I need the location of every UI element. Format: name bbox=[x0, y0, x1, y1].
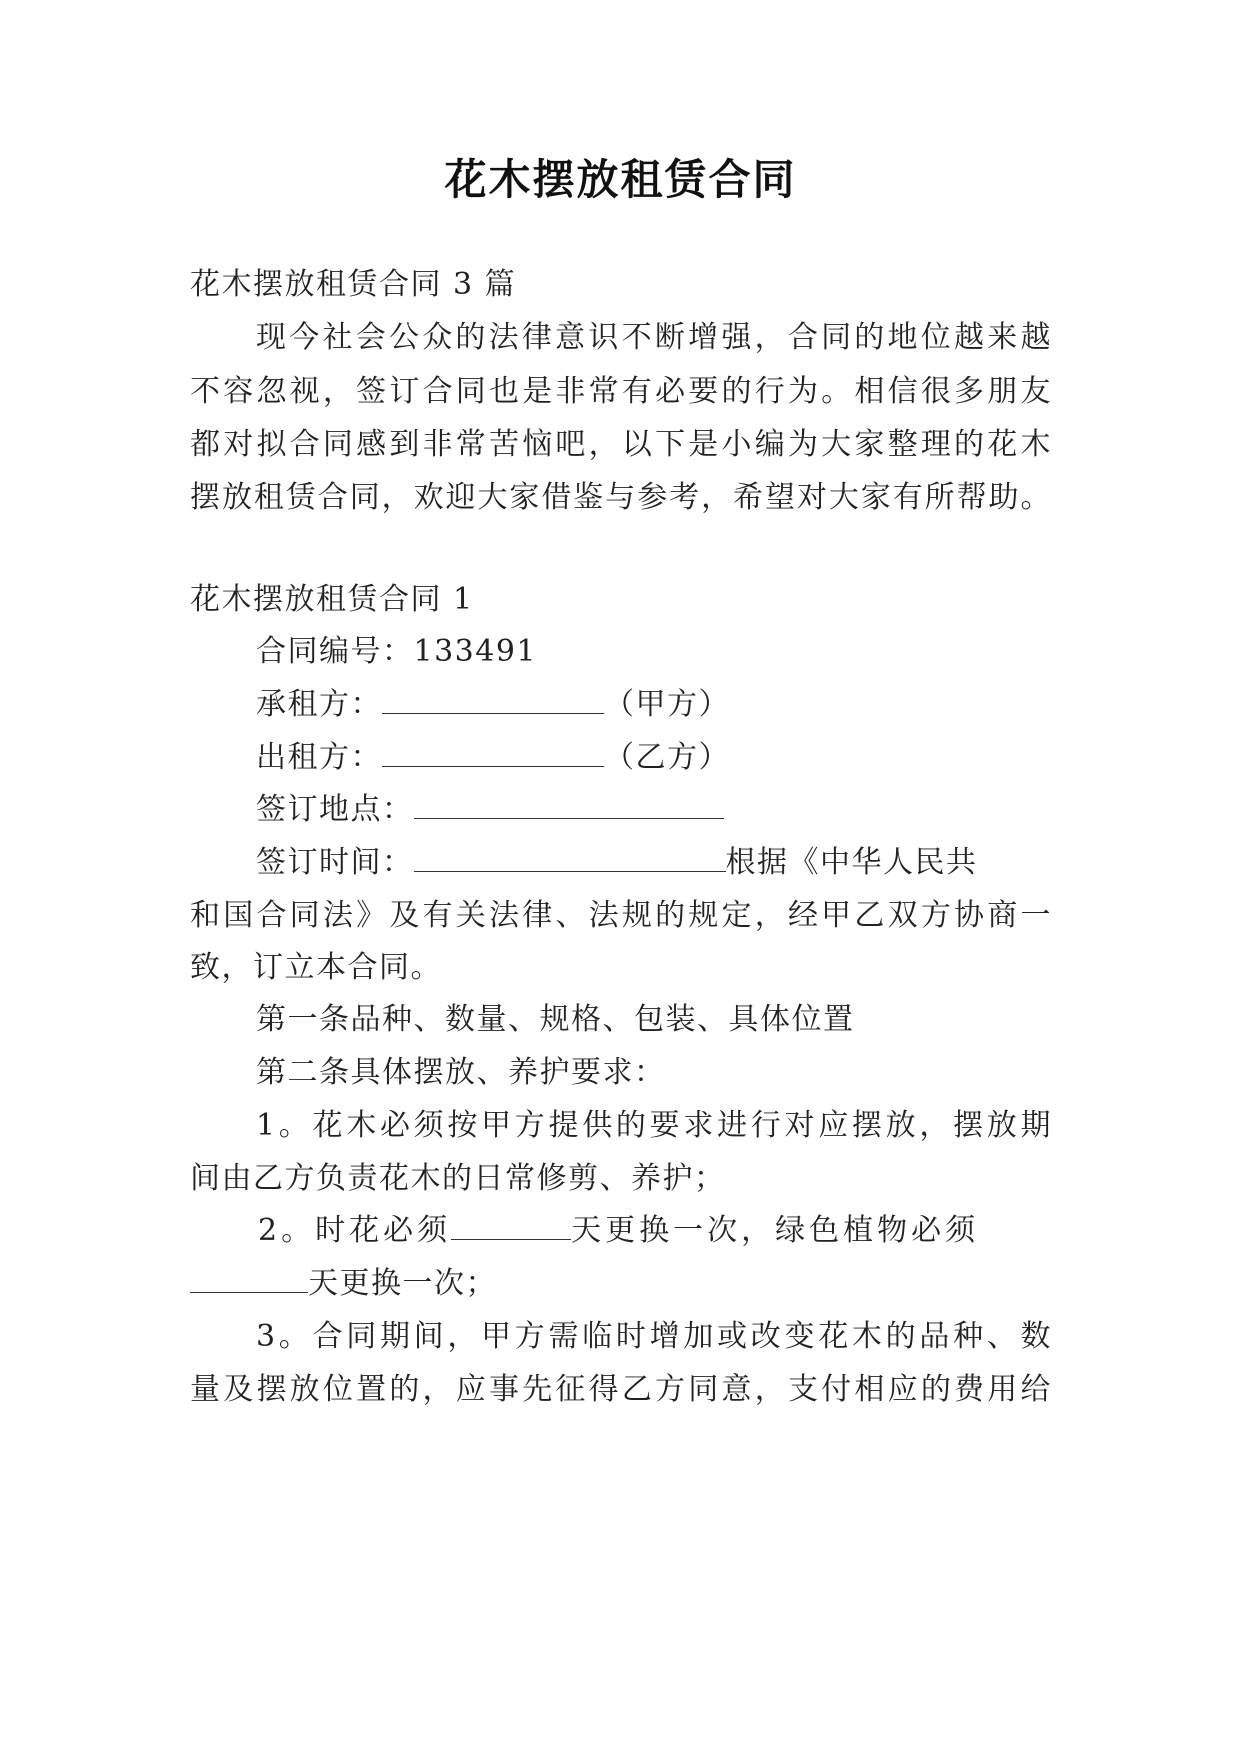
intro-paragraph-line: 摆放租赁合同，欢迎大家借鉴与参考，希望对大家有所帮助。 bbox=[190, 480, 1052, 515]
item-2-blank bbox=[451, 1211, 571, 1240]
item-1-line: 间由乙方负责花木的日常修剪、养护； bbox=[190, 1161, 726, 1196]
item-1-line: 1。花木必须按甲方提供的要求进行对应摆放，摆放期 bbox=[256, 1108, 1052, 1143]
law-paragraph-line: 致，订立本合同。 bbox=[190, 950, 442, 985]
sign-place-blank bbox=[414, 790, 724, 819]
sign-place-label: 签订地点： bbox=[256, 792, 414, 827]
lessee-row bbox=[256, 685, 1052, 725]
contract-number-value: 133491 bbox=[413, 634, 538, 669]
sign-place-row bbox=[256, 790, 1052, 830]
law-paragraph-line: 和国合同法》及有关法律、法规的规定，经甲乙双方协商一 bbox=[190, 898, 1052, 933]
lessee-suffix: （甲方） bbox=[604, 687, 730, 722]
item-2-line-2: 天更换一次； bbox=[308, 1266, 497, 1301]
lessee-label: 承租方： bbox=[256, 687, 382, 722]
intro-paragraph-line: 都对拟合同感到非常苦恼吧，以下是小编为大家整理的花木 bbox=[190, 427, 1052, 462]
sign-time-row bbox=[256, 843, 1052, 883]
sign-time-tail: 根据《中华人民共 bbox=[725, 845, 978, 880]
lessor-label: 出租方： bbox=[256, 740, 382, 775]
intro-paragraph-line: 不容忽视，签订合同也是非常有必要的行为。相信很多朋友 bbox=[190, 374, 1052, 409]
sign-time-blank bbox=[414, 843, 726, 872]
document-title: 花木摆放租赁合同 bbox=[444, 155, 797, 204]
lessor-suffix: （乙方） bbox=[604, 740, 730, 775]
lessee-blank bbox=[382, 685, 604, 714]
item-3-line: 3。合同期间，甲方需临时增加或改变花木的品种、数 bbox=[256, 1319, 1052, 1354]
section-heading: 花木摆放租赁合同 1 bbox=[190, 582, 474, 617]
article-2: 第二条具体摆放、养护要求： bbox=[256, 1055, 666, 1090]
sign-time-label: 签订时间： bbox=[256, 845, 414, 880]
item-2-blank bbox=[190, 1264, 308, 1293]
article-1: 第一条品种、数量、规格、包装、具体位置 bbox=[256, 1002, 855, 1037]
lessor-blank bbox=[382, 738, 604, 767]
item-2-row bbox=[258, 1211, 1054, 1251]
intro-paragraph-line: 现今社会公众的法律意识不断增强，合同的地位越来越 bbox=[256, 320, 1052, 355]
lessor-row bbox=[256, 738, 1052, 778]
contract-number-label: 合同编号： bbox=[256, 634, 414, 669]
item-2-part-1: 2。时花必须 bbox=[258, 1213, 452, 1248]
item-2-row-2 bbox=[190, 1264, 1052, 1304]
contract-number-row bbox=[256, 632, 1052, 672]
item-3-line: 量及摆放位置的，应事先征得乙方同意，支付相应的费用给 bbox=[190, 1372, 1052, 1407]
item-2-part-2: 天更换一次，绿色植物必须 bbox=[571, 1213, 980, 1248]
document-subtitle: 花木摆放租赁合同 3 篇 bbox=[190, 267, 517, 302]
